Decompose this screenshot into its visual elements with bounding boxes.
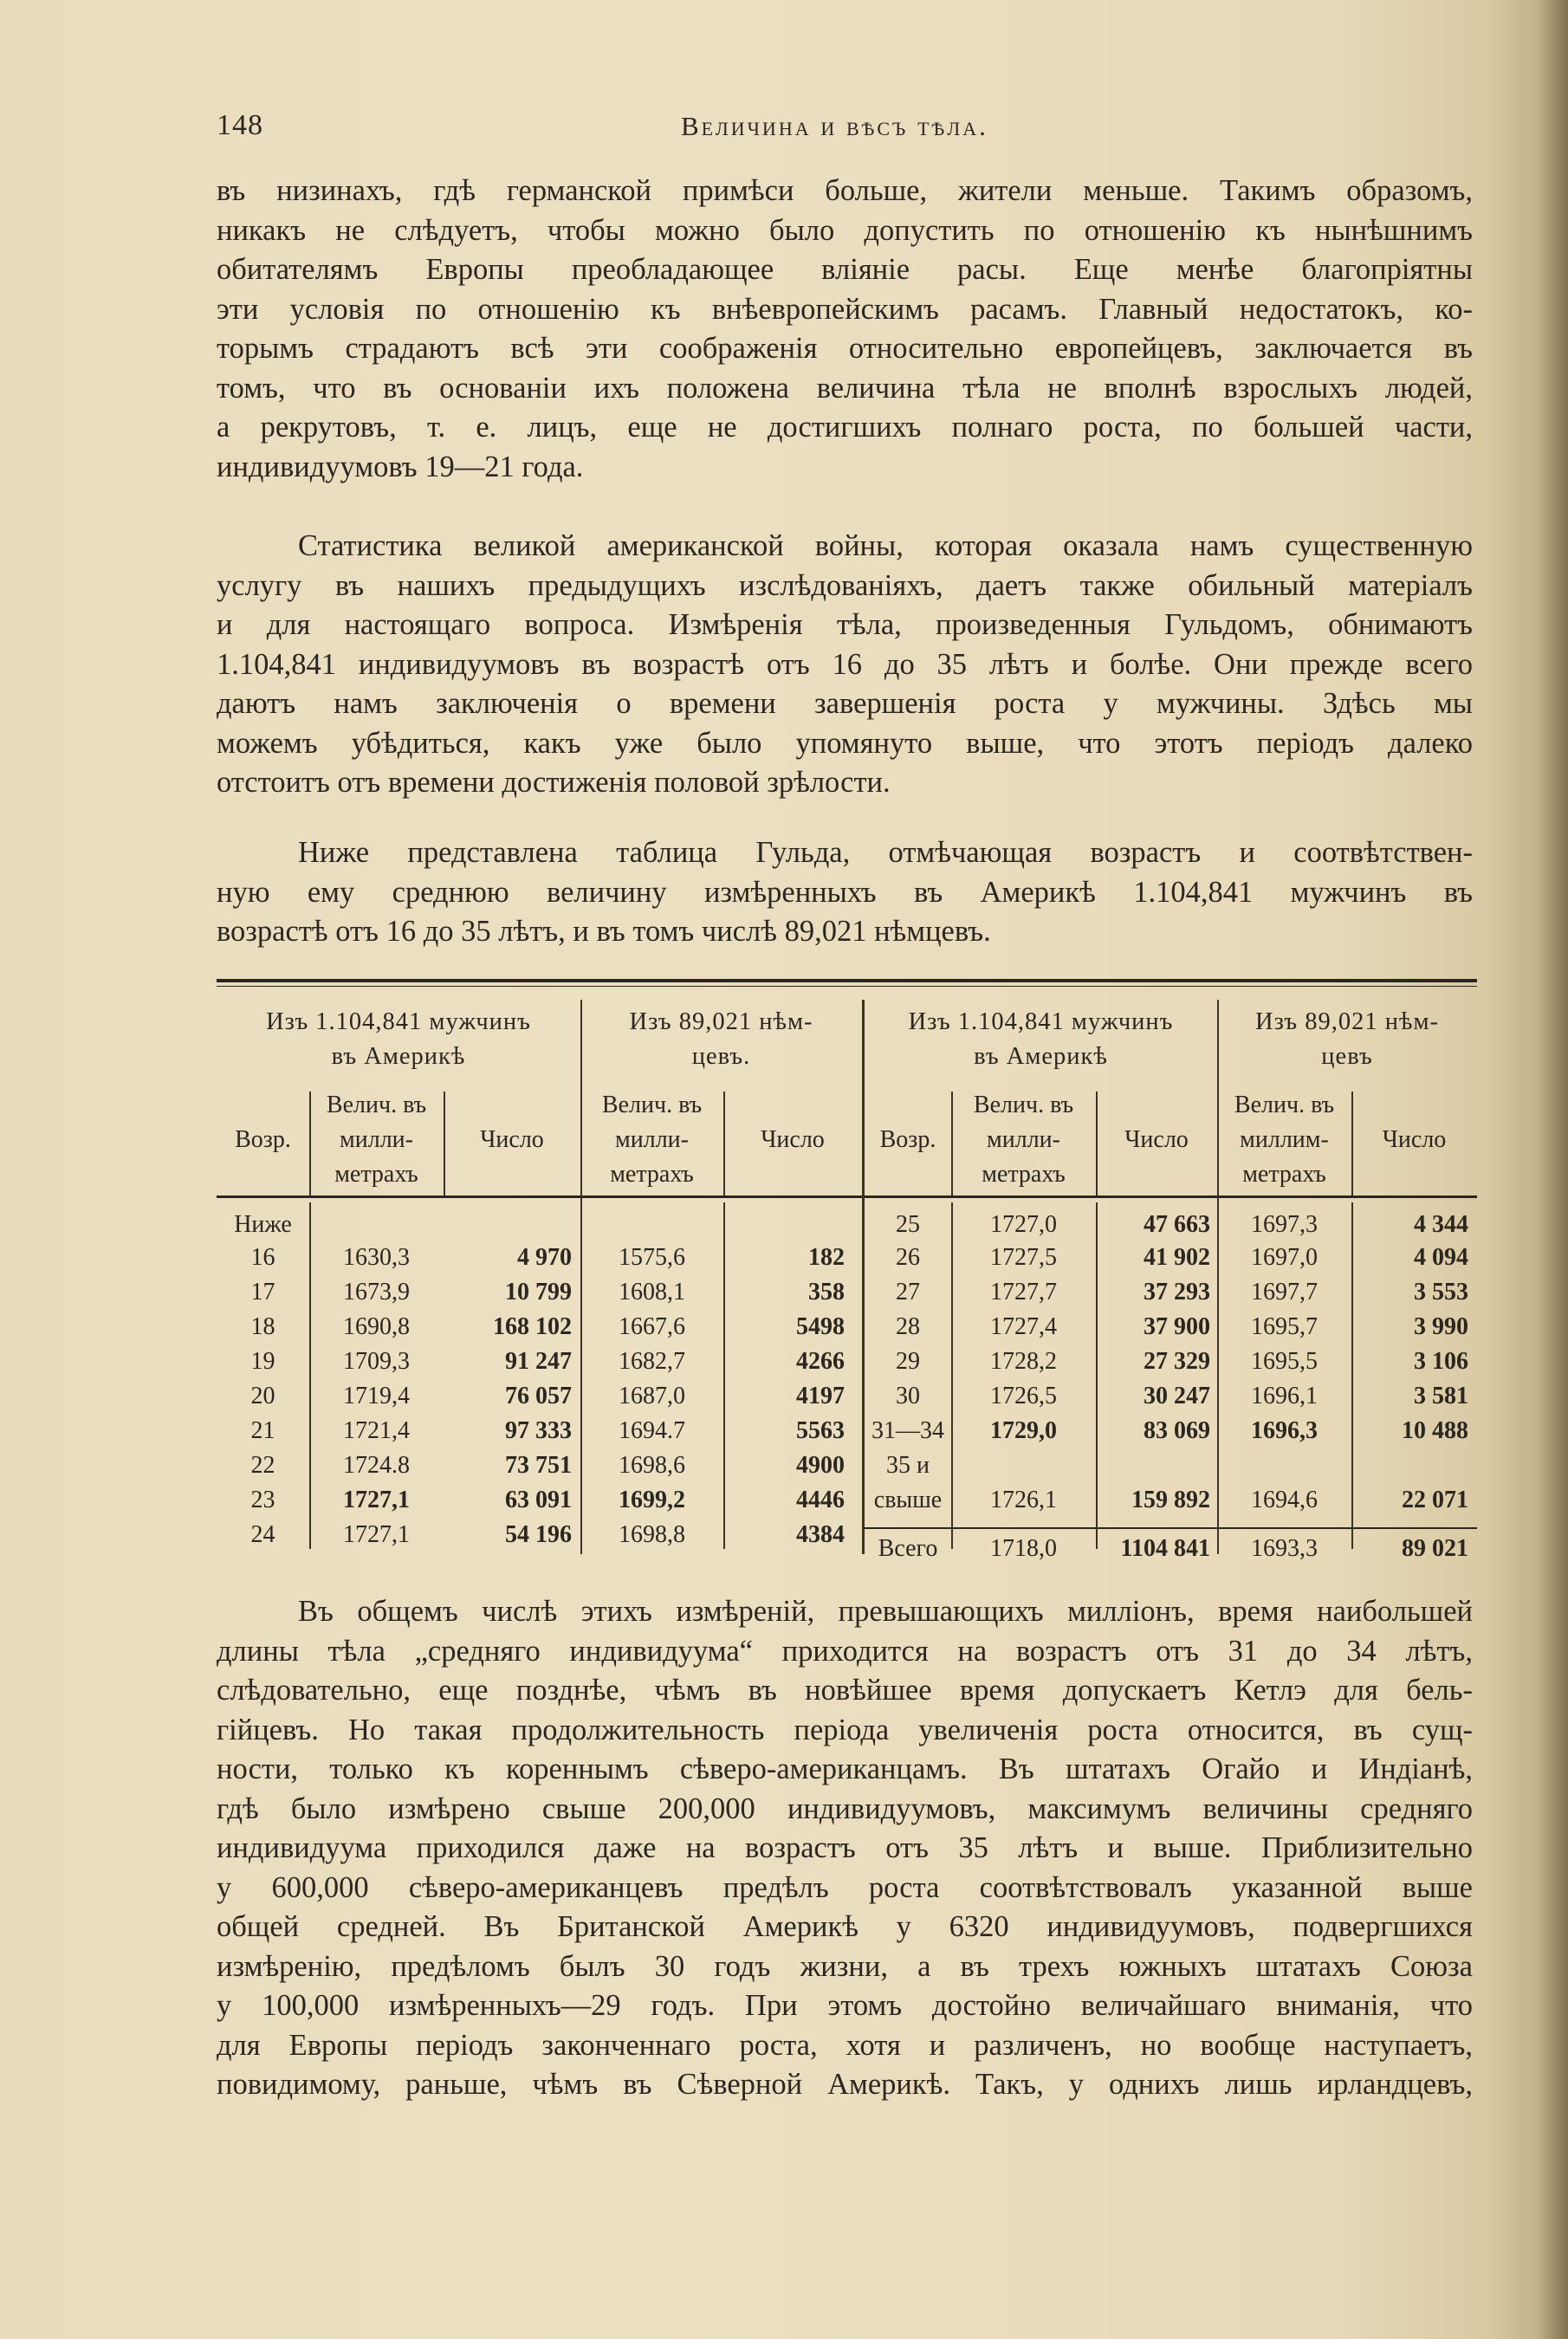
paragraph-2: [217, 527, 1473, 803]
cell-ger-size: 1696,3: [1251, 1417, 1318, 1444]
cell-men-size: 1729,0: [990, 1417, 1057, 1444]
col-header-size: Велич. въ: [326, 1092, 427, 1118]
col-header-size: метрахъ: [1242, 1161, 1326, 1188]
cell-men-size: 1630,3: [343, 1244, 410, 1271]
cell-age: свыше: [873, 1487, 943, 1513]
cell-ger-count: 10 488: [1402, 1417, 1468, 1444]
col-header-size: Велич. въ: [1234, 1092, 1335, 1118]
cell-men-count: 97 333: [505, 1417, 572, 1444]
cell-men-count: 41 902: [1144, 1244, 1210, 1271]
cell-age: Всего: [878, 1535, 938, 1562]
col-header-age: Возр.: [235, 1126, 291, 1153]
cell-men-size: 1728,2: [990, 1348, 1057, 1375]
cell-ger-size: 1694,6: [1251, 1487, 1318, 1513]
cell-ger-size: 1697,3: [1251, 1211, 1318, 1238]
cell-ger-count: 4900: [796, 1452, 845, 1479]
cell-ger-count: 22 071: [1402, 1487, 1468, 1513]
cell-ger-count: 3 106: [1414, 1348, 1468, 1375]
cell-men-count: 73 751: [505, 1452, 572, 1479]
cell-ger-size: 1698,8: [619, 1521, 685, 1548]
cell-ger-size: 1575,6: [619, 1244, 685, 1271]
cell-men-count: 4 970: [517, 1244, 572, 1271]
text-line: ности, только къ кореннымъ сѣверо-американцамъ. Въ штатахъ Огайо и Индіанѣ,: [217, 1753, 1473, 1785]
cell-ger-count: 4197: [796, 1383, 845, 1409]
text-line: ную ему среднюю величину измѣренныхъ въ Америкѣ 1.104,841 мужчинъ въ: [217, 875, 1473, 909]
cell-men-count: 1104 841: [1120, 1535, 1210, 1562]
text-line: индивидуумовъ 19—21 года.: [217, 450, 584, 483]
text-line: Въ общемъ числѣ этихъ измѣреній, превышающихъ милліонъ, время наибольшей: [298, 1595, 1473, 1628]
cell-ger-size: 1695,7: [1251, 1313, 1318, 1340]
col-header-size: милли-: [615, 1126, 689, 1153]
cell-age: 26: [896, 1244, 920, 1271]
col-header-size: метрахъ: [610, 1161, 694, 1188]
cell-men-count: 47 663: [1144, 1211, 1210, 1238]
paragraph-3: [217, 833, 1473, 952]
paragraph-4: [217, 1592, 1473, 2105]
cell-men-count: 76 057: [505, 1383, 572, 1409]
text-line: эти условія по отношенію къ внѣевропейскимъ расамъ. Главный недостатокъ, ко-: [217, 292, 1473, 326]
cell-age: 20: [250, 1383, 275, 1409]
cell-ger-size: 1698,6: [619, 1452, 685, 1479]
text-line: для Европы періодъ законченнаго роста, хотя и различенъ, но вообще наступаетъ,: [217, 2028, 1473, 2062]
cell-men-count: 10 799: [505, 1279, 572, 1306]
text-line: торымъ страдаютъ всѣ эти соображенія относительно европейцевъ, заключается въ: [217, 332, 1473, 365]
col-header-count: Число: [761, 1126, 825, 1153]
cell-men-count: 54 196: [505, 1521, 572, 1548]
text-line: у 600,000 сѣверо-американцевъ предѣлъ роста соотвѣтствовалъ указанной выше: [217, 1870, 1473, 1904]
cell-ger-size: 1682,7: [619, 1348, 685, 1375]
col-header-size: милли-: [987, 1126, 1060, 1153]
text-line: длины тѣла „средняго индивидуума“ приходится на возрастъ отъ 31 до 34 лѣтъ,: [217, 1634, 1473, 1668]
text-line: гдѣ было измѣрено свыше 200,000 индивидуумовъ, максимумъ величины средняго: [217, 1792, 1473, 1825]
text-line: отстоитъ отъ времени достиженія половой зрѣлости.: [217, 766, 891, 799]
cell-ger-count: 4384: [796, 1521, 845, 1548]
cell-age: 17: [250, 1279, 275, 1306]
col-header-size: милли-: [340, 1126, 413, 1153]
cell-men-size: 1726,1: [990, 1487, 1057, 1513]
text-line: возрастѣ отъ 16 до 35 лѣтъ, и въ томъ числѣ 89,021 нѣмцевъ.: [217, 915, 991, 948]
cell-ger-size: 1608,1: [619, 1279, 685, 1306]
cell-ger-size: 1694.7: [619, 1417, 685, 1444]
cell-ger-count: 89 021: [1402, 1535, 1468, 1562]
cell-men-size: 1673,9: [343, 1279, 410, 1306]
col-header-count: Число: [480, 1126, 544, 1153]
cell-men-count: 30 247: [1144, 1383, 1210, 1409]
header-bottom-rule: [217, 1195, 1477, 1198]
group-header-right-men-line1: Изъ 1.104,841 мужчинъ: [908, 1008, 1174, 1035]
text-line: повидимому, раньше, чѣмъ въ Сѣверной Америкѣ. Такъ, у однихъ лишь ирландцевъ,: [217, 2068, 1473, 2101]
cell-age: 28: [896, 1313, 920, 1340]
table-top-rule: [217, 979, 1477, 982]
cell-age: 23: [250, 1487, 275, 1513]
group-header-left-germans-line1: Изъ 89,021 нѣм-: [629, 1008, 813, 1035]
text-line: общей средней. Въ Британской Америкѣ у 6320 индивидуумовъ, подвергшихся: [217, 1910, 1473, 1943]
text-line: 1.104,841 индивидуумовъ въ возрастѣ отъ 16 до 35 лѣтъ и болѣе. Они прежде всего: [217, 647, 1473, 681]
text-line: Статистика великой американской войны, которая оказала намъ существенную: [298, 529, 1473, 562]
text-line: можемъ убѣдиться, какъ уже было упомянуто выше, что этотъ періодъ далеко: [217, 726, 1473, 760]
paragraph-1: [217, 172, 1473, 487]
cell-men-size: 1724.8: [343, 1452, 410, 1479]
cell-men-count: 159 892: [1131, 1487, 1210, 1513]
cell-men-size: 1718,0: [990, 1535, 1057, 1562]
cell-men-count: 83 069: [1144, 1417, 1210, 1444]
cell-age: 30: [896, 1383, 920, 1409]
page-header: [217, 109, 1481, 152]
running-title: Величина и вѣсъ тѣла.: [681, 111, 988, 141]
cell-age: Ниже: [234, 1211, 292, 1238]
cell-ger-count: 3 553: [1414, 1279, 1468, 1306]
group-header-right-germans-line1: Изъ 89,021 нѣм-: [1255, 1008, 1439, 1035]
gould-stature-table: [217, 979, 1477, 1585]
table-top-rule-thin: [217, 986, 1477, 987]
col-header-count: Число: [1124, 1126, 1189, 1153]
text-line: обитателямъ Европы преобладающее вліяніе расы. Еще менѣе благопріятны: [217, 253, 1473, 286]
cell-men-size: 1690,8: [343, 1313, 410, 1340]
cell-ger-size: 1697,0: [1251, 1244, 1318, 1271]
cell-men-size: 1727,1: [343, 1521, 410, 1548]
cell-age: 16: [250, 1244, 275, 1271]
text-line: а рекрутовъ, т. е. лицъ, еще не достигшихъ полнаго роста, по большей части,: [217, 411, 1473, 444]
page-number: 148: [217, 109, 263, 141]
cell-ger-size: 1696,1: [1251, 1383, 1318, 1409]
cell-age: 25: [896, 1211, 920, 1238]
text-line: измѣренію, предѣломъ былъ 30 годъ жизни, а въ трехъ южныхъ штатахъ Союза: [217, 1949, 1473, 1983]
cell-age: 22: [250, 1452, 275, 1479]
page-spine-shadow: [1539, 0, 1568, 2339]
cell-age: 18: [250, 1313, 275, 1340]
cell-men-size: 1721,4: [343, 1417, 410, 1444]
col-header-size: метрахъ: [334, 1161, 418, 1188]
cell-ger-count: 4266: [796, 1348, 845, 1375]
cell-men-size: 1727,0: [990, 1211, 1057, 1238]
group-header-left-men-line2: въ Америкѣ: [331, 1043, 466, 1070]
cell-men-count: 91 247: [505, 1348, 572, 1375]
cell-ger-count: 182: [808, 1244, 845, 1271]
cell-men-size: 1727,4: [990, 1313, 1057, 1340]
text-line: у 100,000 измѣренныхъ—29 годъ. При этомъ достойно величайшаго вниманія, что: [217, 1989, 1473, 2022]
cell-men-count: 27 329: [1144, 1348, 1210, 1375]
text-line: никакъ не слѣдуетъ, чтобы можно было допустить по отношенію къ нынѣшнимъ: [217, 213, 1473, 247]
col-header-size: Велич. въ: [973, 1092, 1074, 1118]
col-header-size: метрахъ: [982, 1161, 1066, 1188]
col-header-size: миллим-: [1240, 1126, 1329, 1153]
text-line: слѣдовательно, еще позднѣе, чѣмъ въ новѣйшее время допускаетъ Кетлэ для бель-: [217, 1674, 1473, 1707]
cell-men-count: 37 900: [1144, 1313, 1210, 1340]
cell-age: 35 и: [886, 1452, 930, 1479]
cell-age: 24: [250, 1521, 275, 1548]
cell-men-count: 37 293: [1144, 1279, 1210, 1306]
cell-men-size: 1719,4: [343, 1383, 410, 1409]
cell-ger-count: 358: [808, 1279, 845, 1306]
group-header-right-germans-line2: цевъ: [1321, 1043, 1373, 1070]
cell-men-size: 1727,1: [343, 1487, 410, 1513]
cell-age: 31—34: [871, 1417, 944, 1444]
group-header-left-men-line1: Изъ 1.104,841 мужчинъ: [266, 1008, 531, 1035]
cell-age: 19: [250, 1348, 275, 1375]
text-line: Ниже представлена таблица Гульда, отмѣчающая возрастъ и соотвѣтствен-: [298, 836, 1473, 869]
text-line: въ низинахъ, гдѣ германской примѣси больше, жители меньше. Такимъ образомъ,: [217, 174, 1473, 207]
cell-ger-count: 4446: [796, 1487, 845, 1513]
cell-men-size: 1726,5: [990, 1383, 1057, 1409]
cell-ger-size: 1693,3: [1251, 1535, 1318, 1562]
total-rule: [865, 1527, 1477, 1529]
cell-age: 29: [896, 1348, 920, 1375]
text-line: услугу въ нашихъ предыдущихъ изслѣдованіяхъ, даетъ также обильный матеріалъ: [217, 568, 1473, 602]
text-line: гійцевъ. Но такая продолжительность періода увеличенія роста относится, въ сущ-: [217, 1713, 1473, 1746]
text-line: даютъ намъ заключенія о времени завершенія роста у мужчины. Здѣсь мы: [217, 687, 1473, 720]
cell-ger-size: 1697,7: [1251, 1279, 1318, 1306]
cell-ger-count: 5498: [796, 1313, 845, 1340]
cell-men-size: 1727,7: [990, 1279, 1057, 1306]
cell-men-size: 1709,3: [343, 1348, 410, 1375]
col-header-age: Возр.: [879, 1126, 936, 1153]
cell-ger-count: 4 094: [1414, 1244, 1468, 1271]
group-header-left-germans-line2: цевъ.: [691, 1043, 751, 1070]
cell-ger-size: 1699,2: [619, 1487, 685, 1513]
cell-age: 27: [896, 1279, 920, 1306]
cell-ger-count: 4 344: [1414, 1211, 1468, 1238]
cell-ger-count: 3 581: [1414, 1383, 1468, 1409]
col-header-size: Велич. въ: [601, 1092, 703, 1118]
cell-ger-size: 1667,6: [619, 1313, 685, 1340]
cell-ger-size: 1695,5: [1251, 1348, 1318, 1375]
cell-ger-count: 3 990: [1414, 1313, 1468, 1340]
cell-ger-count: 5563: [796, 1417, 845, 1444]
cell-men-size: 1727,5: [990, 1244, 1057, 1271]
text-line: и для настоящаго вопроса. Измѣренія тѣла, произведенныя Гульдомъ, обнимаютъ: [217, 608, 1473, 641]
cell-age: 21: [250, 1417, 275, 1444]
text-line: томъ, что въ основаніи ихъ положена величина тѣла не вполнѣ взрослыхъ людей,: [217, 371, 1473, 405]
col-header-count: Число: [1382, 1126, 1447, 1153]
group-header-right-men-line2: въ Америкѣ: [974, 1043, 1108, 1070]
text-line: индивидуума приходился даже на возрастъ отъ 35 лѣтъ и выше. Приблизительно: [217, 1831, 1473, 1864]
cell-men-count: 168 102: [493, 1313, 572, 1340]
cell-men-count: 63 091: [505, 1487, 572, 1513]
cell-ger-size: 1687,0: [619, 1383, 685, 1409]
